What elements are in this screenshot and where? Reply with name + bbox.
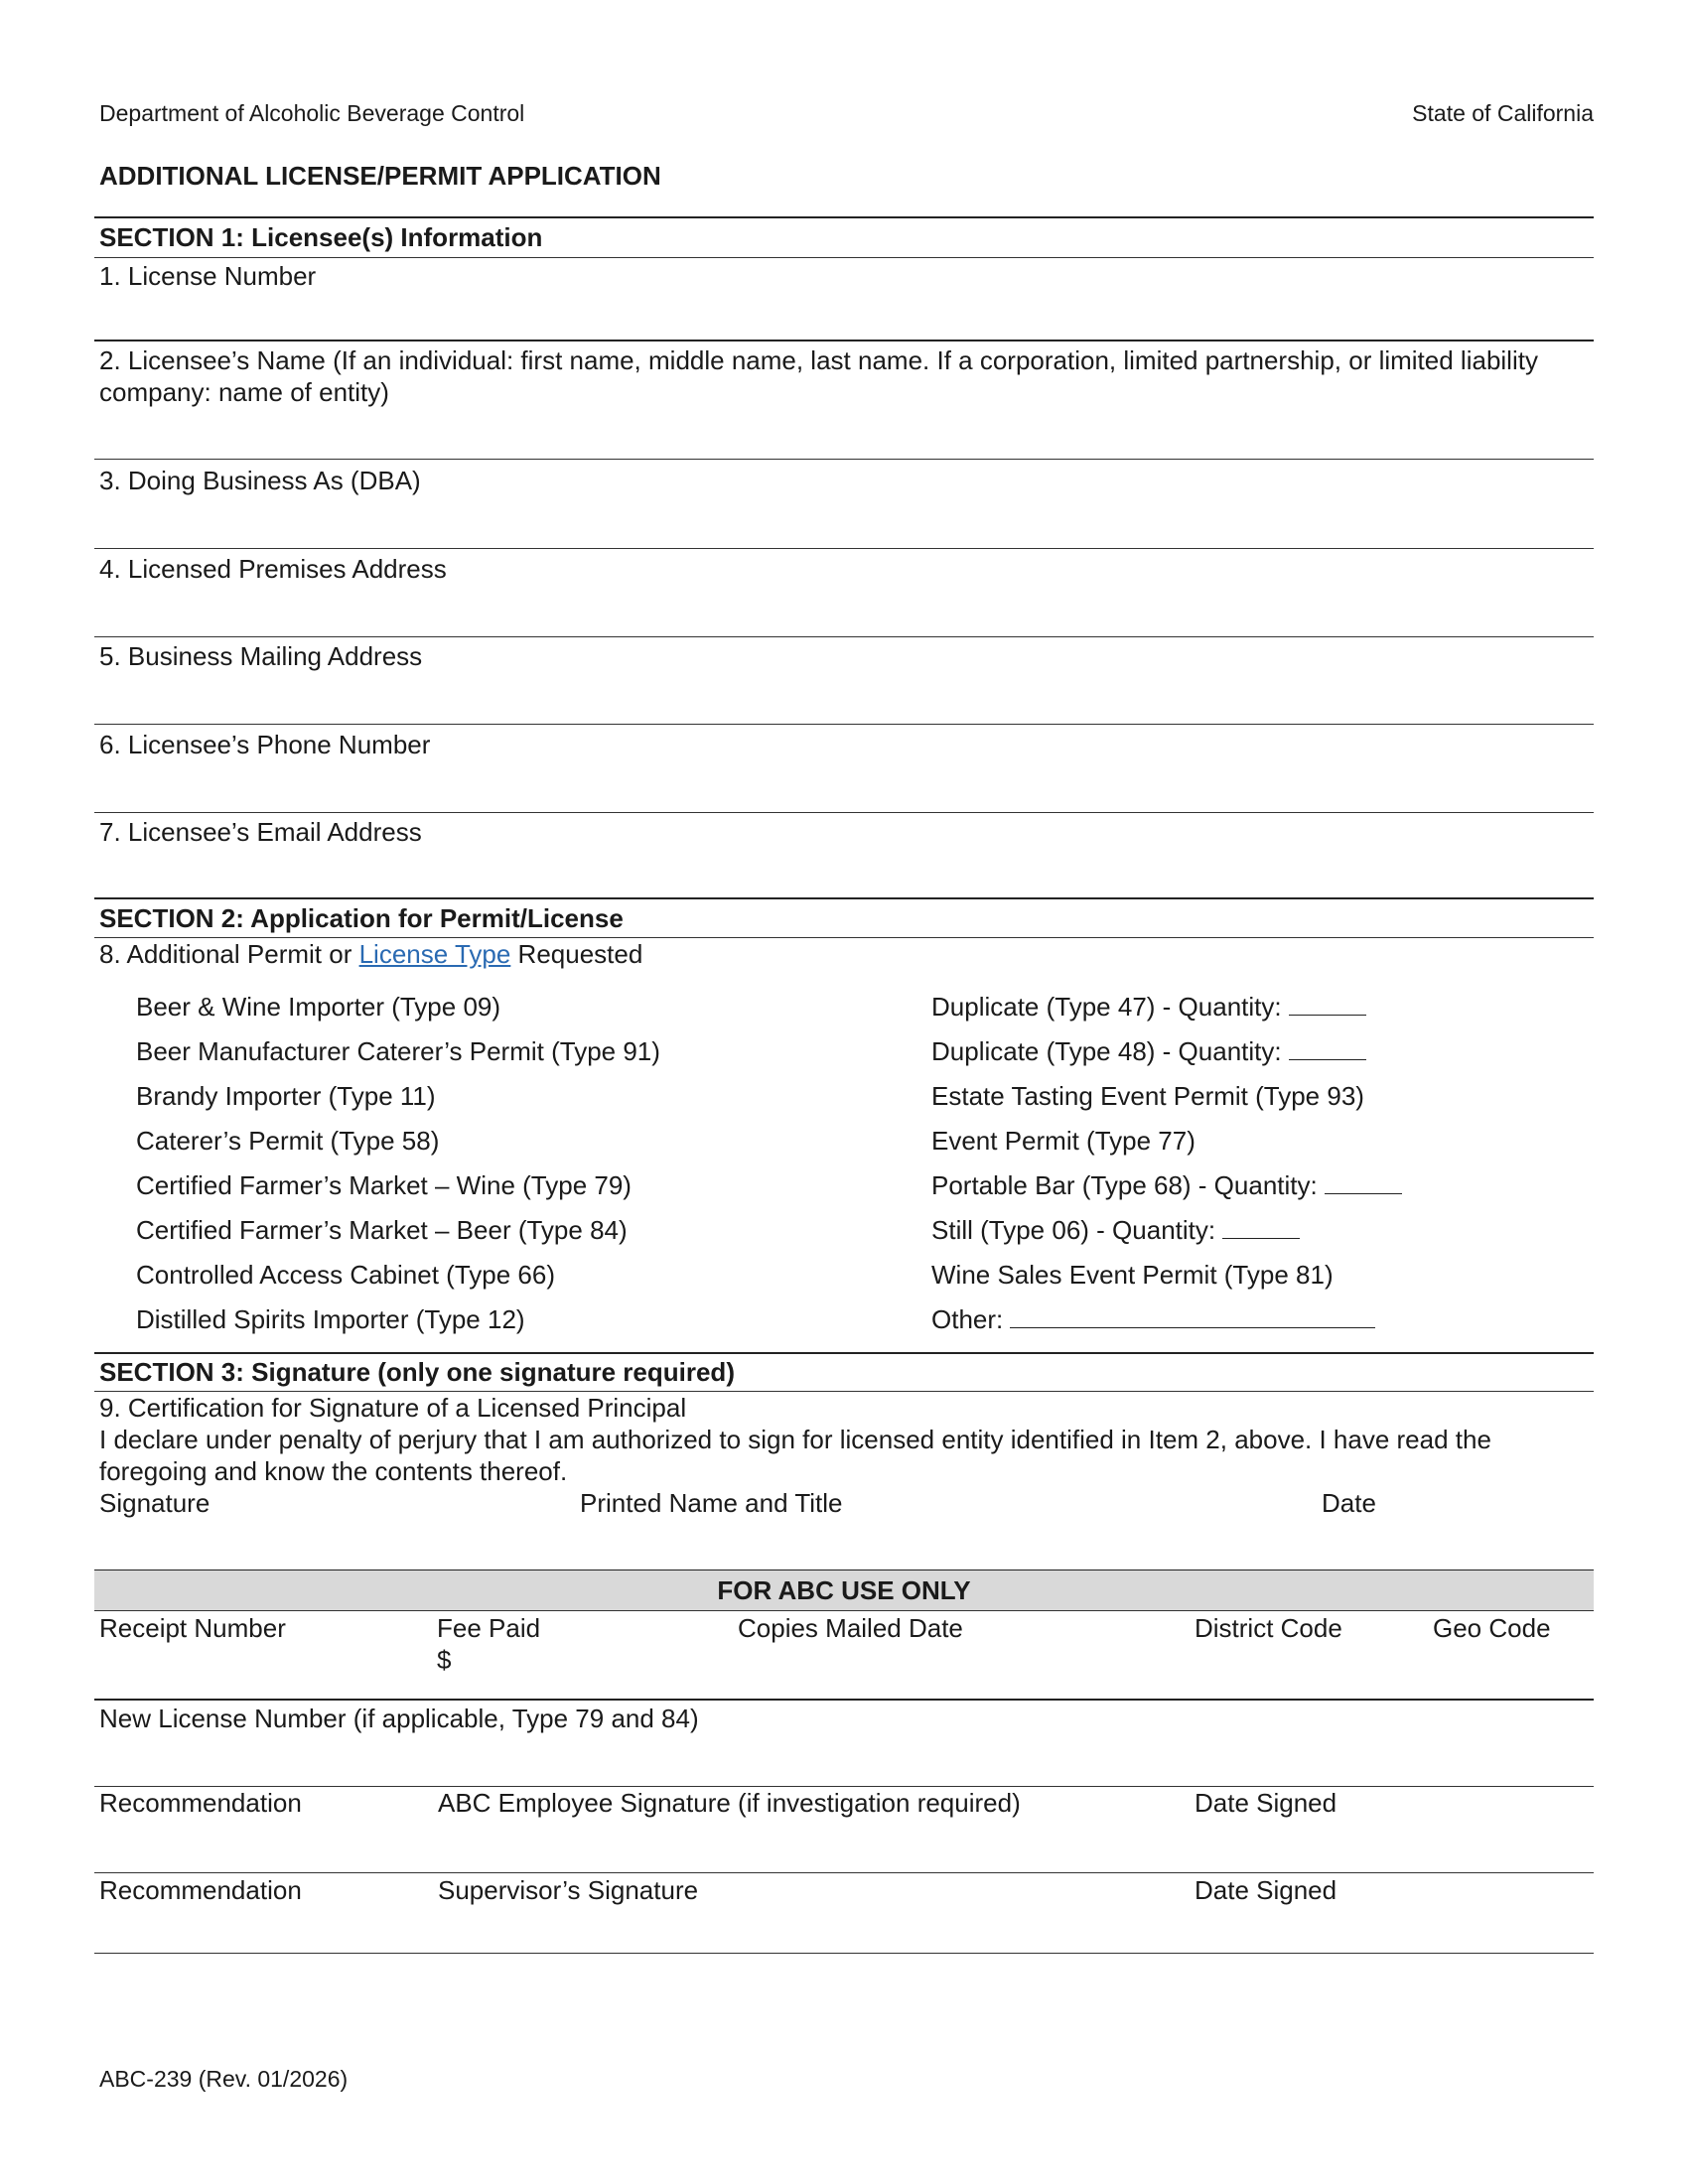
field-licensee-name-label: 2. Licensee’s Name (If an individual: first name, middle name, last name. If a corporation, limited partnership, or limited liability company: name of entity) xyxy=(99,345,1538,407)
licensee-name-input[interactable] xyxy=(94,409,1594,457)
option-type-06[interactable]: Still (Type 06) - Quantity: xyxy=(931,1214,1300,1246)
quantity-type-06-input[interactable] xyxy=(1222,1216,1300,1239)
certification-title: 9. Certification for Signature of a Licensed Principal xyxy=(99,1393,687,1423)
license-type-link[interactable]: License Type xyxy=(358,939,511,969)
printed-name-input[interactable] xyxy=(580,1519,1275,1567)
copies-mailed-date-label: Copies Mailed Date xyxy=(738,1613,963,1643)
recommendation-label-1: Recommendation xyxy=(99,1788,302,1818)
dba-input[interactable] xyxy=(94,496,1594,546)
divider xyxy=(94,1610,1594,1611)
option-type-77[interactable]: Event Permit (Type 77) xyxy=(931,1126,1196,1156)
option-other[interactable]: Other: xyxy=(931,1303,1375,1335)
signature-input[interactable] xyxy=(94,1519,541,1567)
option-type-11[interactable]: Brandy Importer (Type 11) xyxy=(136,1081,436,1111)
state-name: State of California xyxy=(1412,100,1594,126)
quantity-type-47-input[interactable] xyxy=(1289,993,1366,1016)
divider xyxy=(94,340,1594,341)
option-type-68[interactable]: Portable Bar (Type 68) - Quantity: xyxy=(931,1169,1402,1201)
option-type-84[interactable]: Certified Farmer’s Market – Beer (Type 84) xyxy=(136,1215,628,1245)
option-type-93[interactable]: Estate Tasting Event Permit (Type 93) xyxy=(931,1081,1364,1111)
premises-address-input[interactable] xyxy=(94,585,1594,634)
dollar-sign: $ xyxy=(437,1645,452,1675)
divider xyxy=(94,459,1594,460)
supervisor-signature-label: Supervisor’s Signature xyxy=(438,1875,699,1905)
date-label: Date xyxy=(1322,1488,1376,1518)
option-type-91[interactable]: Beer Manufacturer Caterer’s Permit (Type 91) xyxy=(136,1036,660,1066)
recommendation-label-2: Recommendation xyxy=(99,1875,302,1905)
form-title: ADDITIONAL LICENSE/PERMIT APPLICATION xyxy=(99,161,661,191)
section3-title: SECTION 3: Signature (only one signature required) xyxy=(99,1357,735,1387)
field-phone-label: 6. Licensee’s Phone Number xyxy=(99,730,431,759)
field-premises-address-label: 4. Licensed Premises Address xyxy=(99,554,447,584)
printed-name-label: Printed Name and Title xyxy=(580,1488,843,1518)
option-type-66[interactable]: Controlled Access Cabinet (Type 66) xyxy=(136,1260,555,1290)
abc-use-title: FOR ABC USE ONLY xyxy=(717,1575,971,1605)
divider xyxy=(94,724,1594,725)
email-input[interactable] xyxy=(94,848,1594,895)
divider xyxy=(94,216,1594,218)
divider xyxy=(94,1872,1594,1873)
new-license-number-label: New License Number (if applicable, Type 79 and 84) xyxy=(99,1704,699,1733)
divider xyxy=(94,257,1594,258)
divider xyxy=(94,1352,1594,1354)
option-type-79[interactable]: Certified Farmer’s Market – Wine (Type 79) xyxy=(136,1170,632,1200)
geo-code-label: Geo Code xyxy=(1433,1613,1551,1643)
divider xyxy=(94,897,1594,899)
date-signed-label-2: Date Signed xyxy=(1195,1875,1337,1905)
divider xyxy=(94,812,1594,813)
declaration-text: I declare under penalty of perjury that I am authorized to sign for licensed entity identified in Item 2, above. I have read the foregoing and know the contents thereof. xyxy=(99,1425,1491,1486)
department-name: Department of Alcoholic Beverage Control xyxy=(99,100,525,126)
option-type-47[interactable]: Duplicate (Type 47) - Quantity: xyxy=(931,991,1366,1023)
quantity-type-68-input[interactable] xyxy=(1325,1171,1402,1194)
employee-signature-label: ABC Employee Signature (if investigation required) xyxy=(438,1788,1021,1818)
section2-title: SECTION 2: Application for Permit/License xyxy=(99,903,624,933)
section1-title: SECTION 1: Licensee(s) Information xyxy=(99,222,543,252)
license-number-input[interactable] xyxy=(94,292,1594,338)
other-type-input[interactable] xyxy=(1010,1305,1375,1328)
form-number: ABC-239 (Rev. 01/2026) xyxy=(99,2066,349,2092)
divider xyxy=(94,636,1594,637)
signature-date-input[interactable] xyxy=(1322,1519,1590,1567)
option-type-48[interactable]: Duplicate (Type 48) - Quantity: xyxy=(931,1035,1366,1067)
field-license-number-label: 1. License Number xyxy=(99,261,317,291)
divider xyxy=(94,548,1594,549)
option-type-09[interactable]: Beer & Wine Importer (Type 09) xyxy=(136,992,501,1022)
field-mailing-address-label: 5. Business Mailing Address xyxy=(99,641,423,671)
fee-paid-label: Fee Paid xyxy=(437,1613,541,1643)
divider xyxy=(94,1699,1594,1701)
date-signed-label-1: Date Signed xyxy=(1195,1788,1337,1818)
field-dba-label: 3. Doing Business As (DBA) xyxy=(99,466,421,495)
quantity-type-48-input[interactable] xyxy=(1289,1037,1366,1060)
permit-type-question: 8. Additional Permit or License Type Requested xyxy=(99,939,643,969)
option-type-81[interactable]: Wine Sales Event Permit (Type 81) xyxy=(931,1260,1334,1290)
divider xyxy=(94,1953,1594,1954)
option-type-12[interactable]: Distilled Spirits Importer (Type 12) xyxy=(136,1304,525,1334)
option-type-58[interactable]: Caterer’s Permit (Type 58) xyxy=(136,1126,440,1156)
field-email-label: 7. Licensee’s Email Address xyxy=(99,817,422,847)
district-code-label: District Code xyxy=(1195,1613,1342,1643)
signature-label: Signature xyxy=(99,1488,211,1518)
phone-input[interactable] xyxy=(94,760,1594,810)
receipt-number-label: Receipt Number xyxy=(99,1613,286,1643)
mailing-address-input[interactable] xyxy=(94,672,1594,722)
